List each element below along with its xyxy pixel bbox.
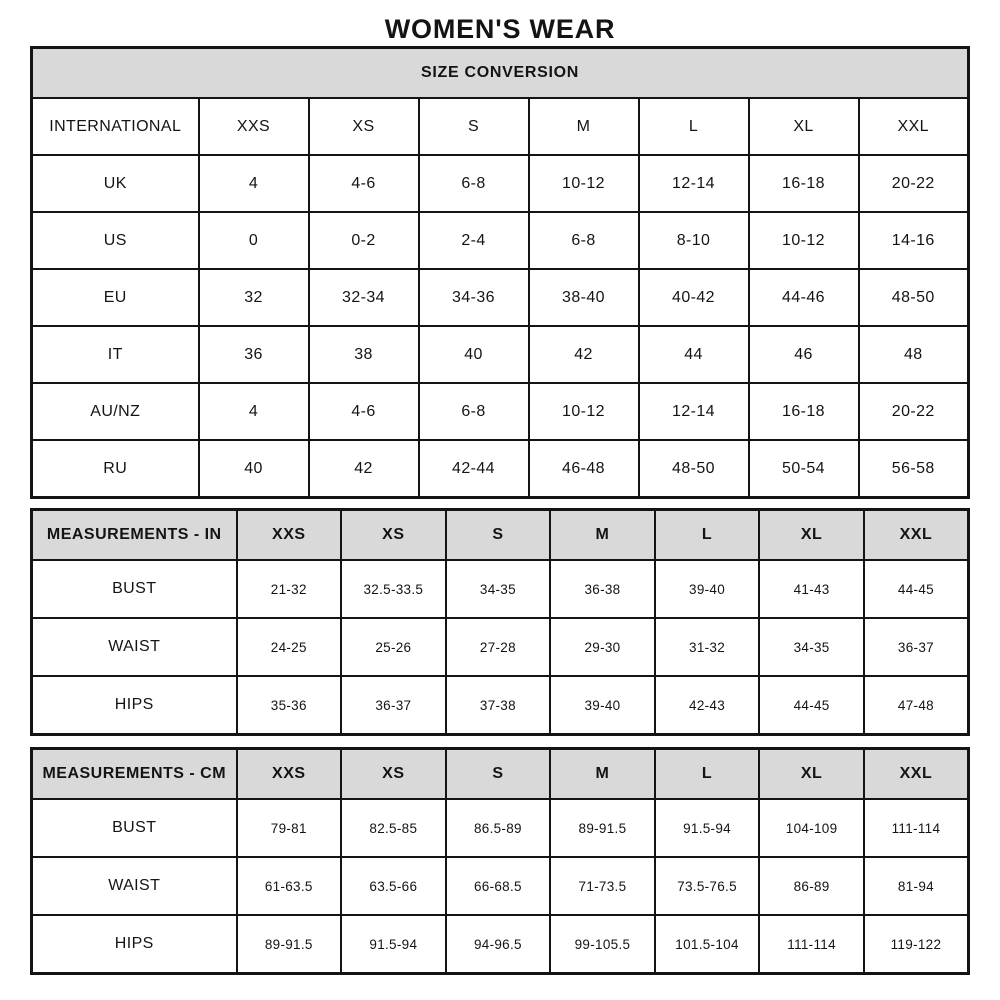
value-cell: 47-48 [864, 676, 969, 735]
value-cell: 24-25 [237, 618, 342, 676]
value-cell: 36-37 [341, 676, 446, 735]
value-cell: 41-43 [759, 560, 864, 618]
value-cell: 44 [639, 326, 749, 383]
value-cell: 10-12 [529, 383, 639, 440]
measurements-in-table [30, 508, 970, 736]
column-header-cell: XL [759, 510, 864, 561]
column-header-cell: XXS [237, 749, 342, 800]
column-header-cell: XL [749, 98, 859, 155]
value-cell: 42-44 [419, 440, 529, 498]
value-cell: 48-50 [859, 269, 969, 326]
value-cell: 20-22 [859, 155, 969, 212]
value-cell: 50-54 [749, 440, 859, 498]
value-cell: 12-14 [639, 383, 749, 440]
row-label-cell: WAIST [32, 857, 237, 915]
column-header-cell: M [550, 510, 655, 561]
value-cell: 10-12 [749, 212, 859, 269]
column-header-cell: XXS [237, 510, 342, 561]
value-cell: 44-46 [749, 269, 859, 326]
table-title-row [32, 48, 969, 99]
value-cell: 89-91.5 [550, 799, 655, 857]
value-cell: 99-105.5 [550, 915, 655, 974]
value-cell: 34-35 [759, 618, 864, 676]
row-label-cell: US [32, 212, 199, 269]
value-cell: 44-45 [864, 560, 969, 618]
column-header-row [32, 510, 969, 561]
value-cell: 37-38 [446, 676, 551, 735]
size-conversion-body [32, 48, 969, 498]
value-cell: 56-58 [859, 440, 969, 498]
value-cell: 32-34 [309, 269, 419, 326]
value-cell: 101.5-104 [655, 915, 760, 974]
value-cell: 66-68.5 [446, 857, 551, 915]
column-header-cell: XXL [859, 98, 969, 155]
table-title-cell: MEASUREMENTS - CM [32, 749, 237, 800]
value-cell: 63.5-66 [341, 857, 446, 915]
page-title: WOMEN'S WEAR [384, 14, 616, 44]
table-row [32, 383, 969, 440]
value-cell: 119-122 [864, 915, 969, 974]
value-cell: 46-48 [529, 440, 639, 498]
column-header-cell: XS [309, 98, 419, 155]
table-row [32, 440, 969, 498]
row-label-cell: UK [32, 155, 199, 212]
column-header-row [32, 749, 969, 800]
column-header-cell: L [655, 510, 760, 561]
column-header-cell: XXS [199, 98, 309, 155]
value-cell: 38 [309, 326, 419, 383]
value-cell: 2-4 [419, 212, 529, 269]
value-cell: 111-114 [759, 915, 864, 974]
table-row [32, 857, 969, 915]
table-row [32, 326, 969, 383]
column-header-cell: XXL [864, 749, 969, 800]
value-cell: 35-36 [237, 676, 342, 735]
value-cell: 12-14 [639, 155, 749, 212]
column-header-cell: S [446, 749, 551, 800]
value-cell: 86.5-89 [446, 799, 551, 857]
value-cell: 6-8 [529, 212, 639, 269]
value-cell: 42 [309, 440, 419, 498]
value-cell: 4 [199, 155, 309, 212]
value-cell: 40-42 [639, 269, 749, 326]
column-header-row [32, 98, 969, 155]
value-cell: 46 [749, 326, 859, 383]
value-cell: 42 [529, 326, 639, 383]
column-header-cell: M [529, 98, 639, 155]
table-row [32, 269, 969, 326]
row-label-cell: HIPS [32, 915, 237, 974]
value-cell: 91.5-94 [341, 915, 446, 974]
table-title-cell: SIZE CONVERSION [32, 48, 969, 99]
value-cell: 94-96.5 [446, 915, 551, 974]
column-header-cell: L [639, 98, 749, 155]
column-header-cell: XXL [864, 510, 969, 561]
value-cell: 36 [199, 326, 309, 383]
value-cell: 71-73.5 [550, 857, 655, 915]
table-row [32, 915, 969, 974]
value-cell: 111-114 [864, 799, 969, 857]
table-row [32, 618, 969, 676]
value-cell: 40 [199, 440, 309, 498]
value-cell: 104-109 [759, 799, 864, 857]
column-header-cell: XS [341, 510, 446, 561]
value-cell: 10-12 [529, 155, 639, 212]
table-title-cell: MEASUREMENTS - IN [32, 510, 237, 561]
value-cell: 29-30 [550, 618, 655, 676]
value-cell: 0 [199, 212, 309, 269]
row-label-cell: RU [32, 440, 199, 498]
row-label-header-cell: INTERNATIONAL [32, 98, 199, 155]
value-cell: 86-89 [759, 857, 864, 915]
value-cell: 6-8 [419, 383, 529, 440]
value-cell: 36-37 [864, 618, 969, 676]
row-label-cell: HIPS [32, 676, 237, 735]
column-header-cell: S [446, 510, 551, 561]
value-cell: 34-36 [419, 269, 529, 326]
table-row [32, 676, 969, 735]
row-label-cell: EU [32, 269, 199, 326]
value-cell: 81-94 [864, 857, 969, 915]
value-cell: 34-35 [446, 560, 551, 618]
value-cell: 8-10 [639, 212, 749, 269]
value-cell: 25-26 [341, 618, 446, 676]
value-cell: 82.5-85 [341, 799, 446, 857]
column-header-cell: M [550, 749, 655, 800]
value-cell: 39-40 [655, 560, 760, 618]
value-cell: 42-43 [655, 676, 760, 735]
value-cell: 14-16 [859, 212, 969, 269]
row-label-cell: WAIST [32, 618, 237, 676]
value-cell: 39-40 [550, 676, 655, 735]
value-cell: 16-18 [749, 155, 859, 212]
size-conversion-table [30, 46, 970, 499]
value-cell: 36-38 [550, 560, 655, 618]
value-cell: 32.5-33.5 [341, 560, 446, 618]
value-cell: 0-2 [309, 212, 419, 269]
table-row [32, 155, 969, 212]
measurements-cm-body [32, 749, 969, 974]
row-label-cell: BUST [32, 799, 237, 857]
table-row [32, 560, 969, 618]
row-label-cell: IT [32, 326, 199, 383]
row-label-cell: BUST [32, 560, 237, 618]
measurements-in-body [32, 510, 969, 735]
value-cell: 31-32 [655, 618, 760, 676]
value-cell: 4-6 [309, 383, 419, 440]
value-cell: 73.5-76.5 [655, 857, 760, 915]
column-header-cell: L [655, 749, 760, 800]
value-cell: 6-8 [419, 155, 529, 212]
value-cell: 91.5-94 [655, 799, 760, 857]
measurements-cm-table [30, 747, 970, 975]
value-cell: 48 [859, 326, 969, 383]
column-header-cell: XL [759, 749, 864, 800]
value-cell: 61-63.5 [237, 857, 342, 915]
value-cell: 32 [199, 269, 309, 326]
value-cell: 21-32 [237, 560, 342, 618]
value-cell: 89-91.5 [237, 915, 342, 974]
value-cell: 44-45 [759, 676, 864, 735]
value-cell: 48-50 [639, 440, 749, 498]
column-header-cell: XS [341, 749, 446, 800]
value-cell: 27-28 [446, 618, 551, 676]
value-cell: 4-6 [309, 155, 419, 212]
row-label-cell: AU/NZ [32, 383, 199, 440]
value-cell: 20-22 [859, 383, 969, 440]
column-header-cell: S [419, 98, 529, 155]
value-cell: 79-81 [237, 799, 342, 857]
table-row [32, 799, 969, 857]
value-cell: 38-40 [529, 269, 639, 326]
value-cell: 4 [199, 383, 309, 440]
value-cell: 16-18 [749, 383, 859, 440]
value-cell: 40 [419, 326, 529, 383]
table-row [32, 212, 969, 269]
